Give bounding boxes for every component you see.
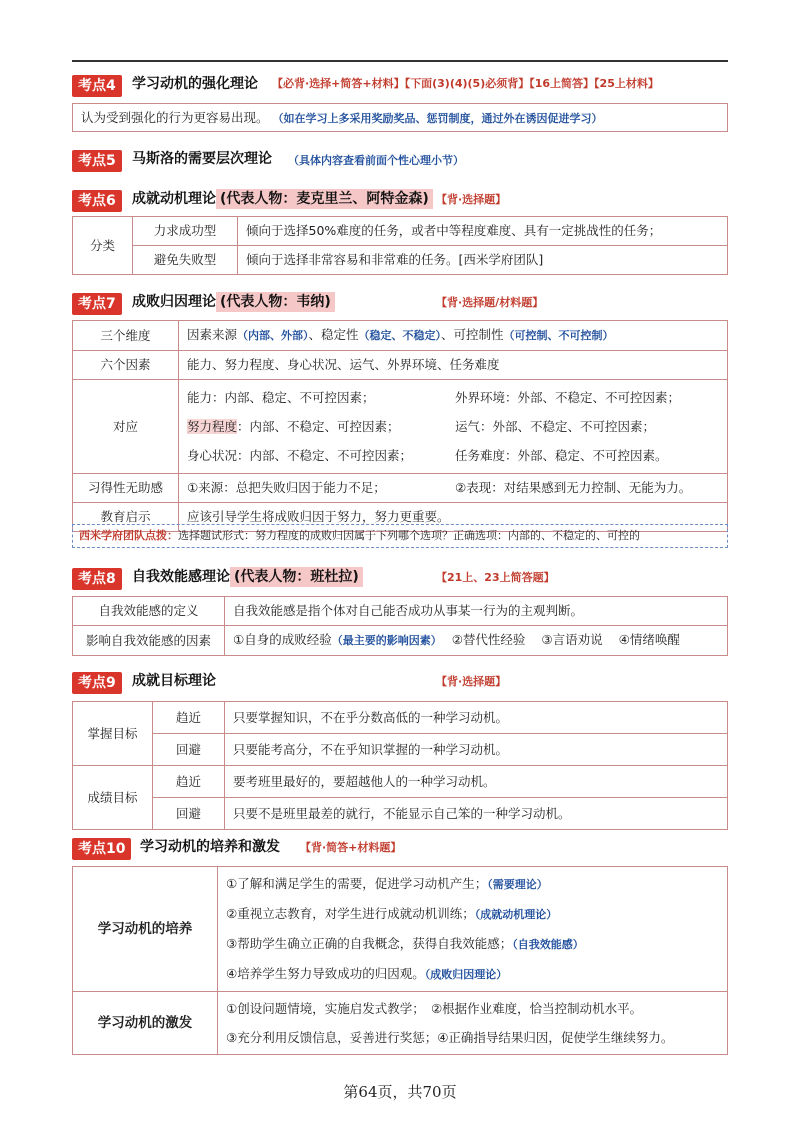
k9-badge: 考点9	[72, 672, 122, 694]
corr-key: 能力	[187, 390, 213, 405]
k4-title: 学习动机的强化理论	[132, 76, 258, 92]
cult-note: （自我效能感）	[512, 938, 584, 951]
corr-val: ：内部、不稳定、可控因素；	[237, 419, 400, 434]
k6-type-2: 避免失败型	[133, 246, 238, 275]
k6-title-highlight: (代表人物：麦克里兰、阿特金森)	[216, 189, 433, 209]
k6-title	[132, 188, 433, 210]
k7-dim-label: 三个维度	[73, 321, 179, 351]
k9-table	[72, 701, 728, 830]
cult-text: ①了解和满足学生的需要，促进学习动机产生；	[226, 876, 488, 891]
k7-lh-b: ②表现：对结果感到无力控制、无能为力。	[455, 480, 692, 495]
table-row	[73, 798, 728, 830]
list-item: ③充分利用反馈信息，妥善进行奖惩；④正确指导结果归因，促使学生继续努力。	[226, 1030, 674, 1045]
corr-val: ：内部、稳定、不可控因素；	[212, 390, 375, 405]
cult-text: ②重视立志教育，对学生进行成就动机训练；	[226, 906, 475, 921]
k10-stim-label: 学习动机的激发	[73, 992, 218, 1055]
table-row	[73, 321, 728, 351]
table-row	[73, 766, 728, 798]
k10-stim-cell	[218, 992, 728, 1055]
k4-note: （如在学习上多采用奖励奖品、惩罚制度，通过外在诱因促进学习）	[272, 112, 603, 125]
k7-six-text: 能力、努力程度、身心状况、运气、外界环境、任务难度	[179, 351, 728, 380]
corr-key-highlight: 努力程度	[187, 419, 238, 434]
k10-cult-cell	[218, 867, 728, 992]
k7-tip	[72, 524, 728, 548]
table-row	[73, 734, 728, 766]
k7-lh-a: ①来源：总把失败归因于能力不足；	[187, 480, 386, 495]
dim-note: （可控制、不可控制）	[503, 329, 614, 342]
k7-table	[72, 320, 728, 532]
table-row	[73, 474, 728, 503]
k9-title: 成就目标理论	[132, 673, 216, 689]
k9-g1-d2: 只要能考高分，不在乎知识掌握的一种学习动机。	[225, 734, 728, 766]
k5-title: 马斯洛的需要层次理论	[132, 151, 272, 167]
k5-note: （具体内容查看前面个性心理小节）	[288, 154, 464, 167]
table-row	[73, 626, 728, 656]
corr-key: 身心状况	[187, 448, 238, 463]
k10-cult-label: 学习动机的培养	[73, 867, 218, 992]
k6-desc-2: 倾向于选择非常容易和非常难的任务。[西米学府团队]	[238, 246, 728, 275]
table-row	[73, 246, 728, 275]
k7-six-label: 六个因素	[73, 351, 179, 380]
corr-left-3	[187, 441, 455, 470]
k9-tag: 【背·选择题】	[436, 675, 507, 688]
k6-tag: 【背·选择题】	[436, 193, 507, 206]
k6-desc-1: 倾向于选择50%难度的任务，或者中等程度难度、具有一定挑战性的任务；	[238, 217, 728, 246]
k4-tags: 【必背·选择+简答+材料】【下面(3)(4)(5)必须背】【16上简答】【25上材料】	[272, 77, 659, 90]
k6-category: 分类	[73, 217, 133, 275]
corr-left-2	[187, 412, 455, 441]
k7-edu-label: 教育启示	[73, 503, 179, 532]
k9-group-1-label: 掌握目标	[73, 702, 153, 766]
k7-dim-text	[179, 321, 728, 351]
cult-text: ④培养学生努力导致成功的归因观。	[226, 966, 425, 981]
k8-table	[72, 596, 728, 656]
k7-lh-label: 习得性无助感	[73, 474, 179, 503]
dim-part: 、稳定性	[308, 327, 359, 342]
k9-g1-t2: 回避	[153, 734, 225, 766]
k7-title-highlight: (代表人物：韦纳)	[216, 292, 335, 312]
k8-f2: ②替代性经验	[451, 632, 526, 647]
k9-g1-d1: 只要掌握知识，不在乎分数高低的一种学习动机。	[225, 702, 728, 734]
cult-note: （成就动机理论）	[474, 908, 558, 921]
table-row	[73, 867, 728, 992]
k10-tag: 【背·简答+材料题】	[300, 841, 402, 854]
table-row	[73, 992, 728, 1055]
corr-right-3: 任务难度：外部、稳定、不可控因素。	[455, 448, 668, 463]
k5-badge: 考点5	[72, 150, 122, 172]
k7-title-text: 成败归因理论	[132, 294, 216, 310]
dim-part: 、可控制性	[441, 327, 504, 342]
k8-badge: 考点8	[72, 568, 122, 590]
k7-lh-cell	[179, 474, 728, 503]
k8-title-text: 自我效能感理论	[132, 569, 230, 585]
table-row	[73, 217, 728, 246]
corr-right-1: 外界环境：外部、不稳定、不可控因素；	[455, 390, 681, 405]
cult-note: （需要理论）	[487, 878, 548, 891]
k9-g2-t2: 回避	[153, 798, 225, 830]
corr-val: ：内部、不稳定、不可控因素；	[237, 448, 413, 463]
k8-def-text: 自我效能感是指个体对自己能否成功从事某一行为的主观判断。	[225, 597, 728, 626]
corr-right-2: 运气：外部、不稳定、不可控因素；	[455, 419, 656, 434]
k7-tip-text: 选择题试形式：努力程度的成败归因属于下列哪个选项？正确选项：内部的、不稳定的、可控的	[178, 529, 640, 542]
list-item	[226, 869, 719, 899]
k8-def-label: 自我效能感的定义	[73, 597, 225, 626]
k8-f1: ①自身的成败经验	[233, 632, 332, 647]
dim-part: 因素来源	[187, 327, 238, 342]
k9-g1-t1: 趋近	[153, 702, 225, 734]
table-row	[73, 351, 728, 380]
dim-note: （稳定、不稳定）	[358, 329, 442, 342]
k10-table	[72, 866, 728, 1055]
cult-text: ③帮助学生确立正确的自我概念，获得自我效能感；	[226, 936, 513, 951]
k7-corr-label: 对应	[73, 380, 179, 474]
k8-factor-cell	[225, 626, 728, 656]
k6-badge: 考点6	[72, 190, 122, 212]
k6-table	[72, 216, 728, 275]
list-item	[226, 929, 719, 959]
k4-text: 认为受到强化的行为更容易出现。	[81, 110, 269, 125]
top-rule	[72, 60, 728, 62]
corr-left-1	[187, 383, 455, 412]
k4-box	[72, 103, 728, 132]
k9-g2-t1: 趋近	[153, 766, 225, 798]
k8-tag: 【21上、23上简答题】	[436, 571, 555, 584]
k8-f1-note: （最主要的影响因素）	[331, 634, 442, 647]
table-row	[73, 597, 728, 626]
k6-type-1: 力求成功型	[133, 217, 238, 246]
k10-badge: 考点10	[72, 838, 131, 860]
k10-title: 学习动机的培养和激发	[140, 839, 280, 855]
k7-corr-cell	[179, 380, 728, 474]
k9-g2-d1: 要考班里最好的，要超越他人的一种学习动机。	[225, 766, 728, 798]
k7-badge: 考点7	[72, 293, 122, 315]
dim-note: （内部、外部）	[237, 329, 309, 342]
k8-title	[132, 566, 363, 588]
k7-edu-text: 应该引导学生将成败归因于努力，努力更重要。	[179, 503, 728, 532]
list-item: ①创设问题情境，实施启发式教学； ②根据作业难度，恰当控制动机水平。	[226, 1001, 643, 1016]
k9-g2-d2: 只要不是班里最差的就行，不能显示自己笨的一种学习动机。	[225, 798, 728, 830]
table-row	[73, 702, 728, 734]
k7-tag: 【背·选择题/材料题】	[436, 296, 544, 309]
k8-title-highlight: (代表人物：班杜拉)	[230, 567, 363, 587]
table-row	[73, 380, 728, 474]
k7-tip-lead: 西米学府团队点拨：	[79, 529, 178, 542]
k4-badge: 考点4	[72, 75, 122, 97]
k8-f3: ③言语劝说	[541, 632, 603, 647]
list-item	[226, 899, 719, 929]
page-footer: 第64页，共70页	[343, 1083, 457, 1101]
k8-f4: ④情绪唤醒	[618, 632, 680, 647]
cult-note: （成败归因理论）	[424, 968, 508, 981]
list-item	[226, 959, 719, 989]
k9-group-2-label: 成绩目标	[73, 766, 153, 830]
k7-title	[132, 291, 335, 313]
k6-title-text: 成就动机理论	[132, 191, 216, 207]
k8-factor-label: 影响自我效能感的因素	[73, 626, 225, 656]
